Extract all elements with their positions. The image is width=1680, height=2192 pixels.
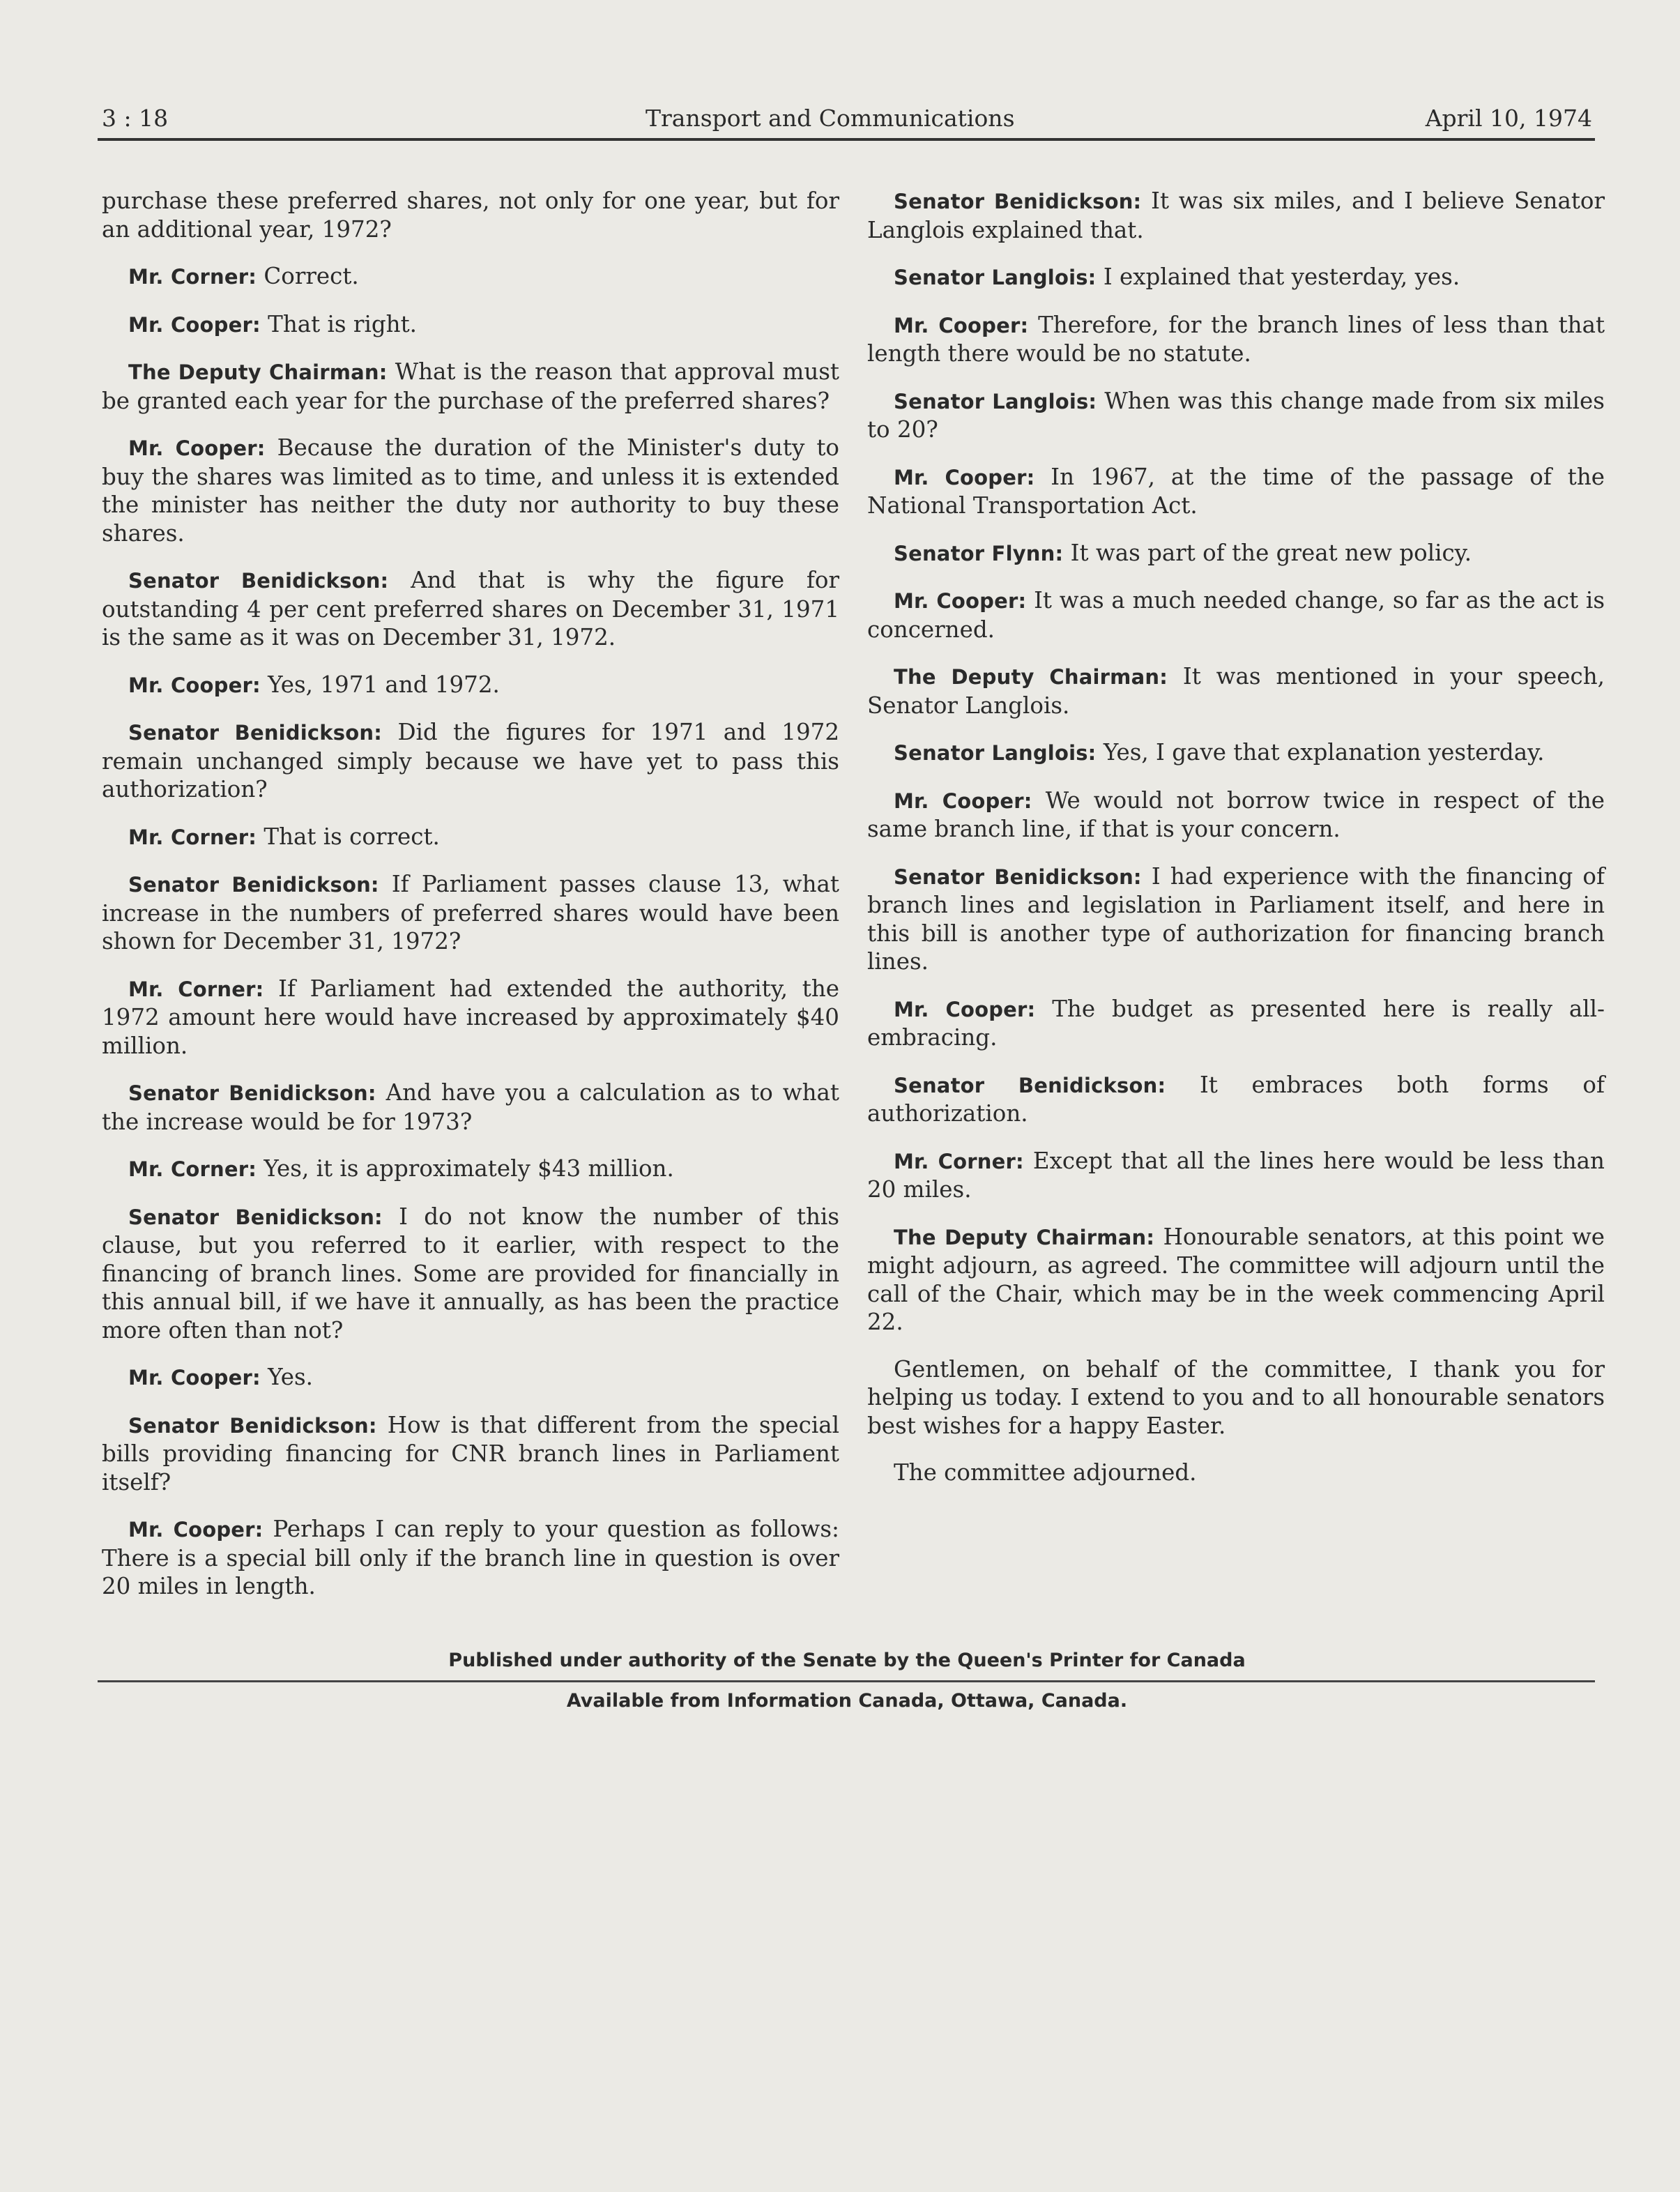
speech-text: Yes.: [268, 1364, 314, 1390]
page-header: [102, 105, 1592, 139]
speech-text: Did the figures for 1971 and 1972 remain unchanged simply because we have yet to pass this authorization?: [102, 719, 839, 802]
transcript-paragraph: [867, 1459, 1605, 1487]
left-column: [102, 187, 839, 1620]
transcript-paragraph: [867, 862, 1605, 976]
speech-text: If Parliament passes clause 13, what increase in the numbers of preferred shares would have been shown for December 31, 1972?: [102, 871, 839, 954]
speaker-name: Mr. Cooper:: [128, 1518, 264, 1542]
speaker-name: Senator Benidickson:: [128, 721, 383, 745]
speaker-name: Senator Benidickson:: [894, 865, 1142, 889]
speaker-name: Senator Langlois:: [894, 741, 1097, 765]
right-column: [867, 187, 1605, 1506]
speaker-name: The Deputy Chairman:: [894, 665, 1168, 689]
speaker-name: Mr. Cooper:: [128, 436, 266, 460]
footer-rule: [98, 1680, 1595, 1682]
transcript-paragraph: [102, 823, 839, 852]
speech-text: The committee adjourned.: [894, 1459, 1197, 1486]
availability-notice: Available from Information Canada, Ottawa, Canada.: [566, 1690, 1128, 1712]
transcript-paragraph: [867, 1223, 1605, 1337]
running-title: Transport and Communications: [646, 105, 1015, 132]
transcript-paragraph: [867, 738, 1605, 768]
transcript-paragraph: [867, 187, 1605, 244]
speaker-name: Mr. Cooper:: [894, 589, 1027, 613]
speech-text: Therefore, for the branch lines of less than that length there would be no statute.: [867, 311, 1605, 367]
transcript-paragraph: [102, 358, 839, 415]
speaker-name: Senator Flynn:: [894, 541, 1064, 565]
transcript-paragraph: [102, 671, 839, 700]
speech-text: It was a much needed change, so far as the act is concerned.: [867, 587, 1605, 643]
speaker-name: Senator Langlois:: [894, 389, 1097, 413]
speaker-name: Senator Langlois:: [894, 266, 1097, 289]
transcript-paragraph: [102, 262, 839, 291]
speech-text: The budget as presented here is really all-embracing.: [867, 995, 1605, 1051]
speaker-name: Senator Benidickson:: [128, 1205, 383, 1229]
speaker-name: The Deputy Chairman:: [894, 1225, 1155, 1249]
speaker-name: Senator Benidickson:: [128, 873, 379, 897]
speech-text: Except that all the lines here would be less than 20 miles.: [867, 1147, 1605, 1203]
transcript-paragraph: [102, 310, 839, 340]
speaker-name: Mr. Cooper:: [128, 673, 261, 697]
transcript-paragraph: [102, 718, 839, 804]
speaker-name: Mr. Corner:: [128, 977, 264, 1001]
speech-text: I had experience with the financing of branch lines and legislation in Parliament itself, and here in this bill is another type of authorization for financing branch lines.: [867, 862, 1605, 975]
page-number: 3 : 18: [102, 105, 169, 132]
speech-text: And that is why the figure for outstanding 4 per cent preferred shares on December 31, 1971 is the same as it was on December 31, 1972.: [102, 567, 839, 650]
speech-text: If Parliament had extended the authority, the 1972 amount here would have increased by approximately $40 million.: [102, 975, 839, 1059]
transcript-paragraph: [102, 870, 839, 956]
speech-text: Gentlemen, on behalf of the committee, I thank you for helping us today. I extend to you and to all honourable senators best wishes for a happy Easter.: [867, 1355, 1605, 1439]
speech-text: Correct.: [264, 263, 359, 289]
transcript-paragraph: [867, 463, 1605, 520]
speech-text: It embraces both forms of authorization.: [867, 1071, 1605, 1127]
speech-text: In 1967, at the time of the passage of the National Transportation Act.: [867, 463, 1605, 519]
transcript-paragraph: [102, 1155, 839, 1184]
speaker-name: Mr. Cooper:: [894, 997, 1036, 1021]
speaker-name: Mr. Cooper:: [128, 312, 261, 337]
speech-text: What is the reason that approval must be granted each year for the purchase of the preferred shares?: [102, 358, 839, 414]
transcript-paragraph: [867, 586, 1605, 644]
transcript-paragraph: [102, 1515, 839, 1601]
speaker-name: Mr. Cooper:: [128, 1366, 261, 1390]
transcript-paragraph: [102, 187, 839, 243]
transcript-paragraph: [102, 1203, 839, 1345]
speaker-name: Senator Benidickson:: [128, 1413, 377, 1438]
speech-text: purchase these preferred shares, not only for one year, but for an additional year, 1972?: [102, 188, 839, 243]
speech-text: Yes, I gave that explanation yesterday.: [1103, 739, 1545, 766]
speech-text: I explained that yesterday, yes.: [1103, 264, 1460, 290]
transcript-paragraph: [102, 975, 839, 1060]
speaker-name: Mr. Cooper:: [894, 313, 1029, 337]
transcript-paragraph: [102, 434, 839, 547]
transcript-paragraph: [867, 1147, 1605, 1204]
published-notice: Published under authority of the Senate by the Queen's Printer for Canada: [448, 1650, 1246, 1671]
speech-text: Honourable senators, at this point we might adjourn, as agreed. The committee will adjourn until the call of the Chair, which may be in the week commencing April 22.: [867, 1223, 1605, 1335]
speaker-name: Senator Benidickson:: [128, 569, 389, 593]
speech-text: That is right.: [268, 310, 417, 337]
speaker-name: Mr. Corner:: [894, 1149, 1024, 1173]
speech-text: When was this change made from six miles to 20?: [867, 387, 1605, 443]
transcript-paragraph: [867, 1071, 1605, 1128]
transcript-paragraph: [102, 566, 839, 652]
speaker-name: Senator Benidickson:: [894, 190, 1142, 213]
speech-text: I do not know the number of this clause, but you referred to it earlier, with respect to the financing of branch lines. Some are provided for financially in this annual bill, if we have it annually, as has been the practice more often than not?: [102, 1203, 840, 1344]
transcript-paragraph: [867, 263, 1605, 292]
transcript-paragraph: [867, 539, 1605, 568]
speech-text: That is correct.: [264, 823, 440, 850]
transcript-paragraph: [867, 311, 1605, 368]
speech-text: How is that different from the special bills providing financing for CNR branch lines in Parliament itself?: [102, 1411, 839, 1495]
speaker-name: Senator Benidickson:: [894, 1073, 1166, 1097]
speaker-name: Senator Benidickson:: [128, 1081, 376, 1105]
speaker-name: Mr. Corner:: [128, 265, 257, 289]
transcript-paragraph: [102, 1079, 839, 1136]
header-rule: [98, 138, 1595, 141]
speaker-name: Mr. Corner:: [128, 1157, 257, 1181]
transcript-paragraph: [867, 387, 1605, 444]
speaker-name: Mr. Cooper:: [894, 789, 1032, 813]
transcript-paragraph: [867, 1355, 1605, 1440]
speech-text: Perhaps I can reply to your question as follows: There is a special bill only if the branch line in question is over 20 miles in length.: [102, 1516, 839, 1599]
transcript-paragraph: [867, 786, 1605, 844]
speech-text: We would not borrow twice in respect of the same branch line, if that is your concern.: [867, 786, 1605, 842]
speech-text: It was part of the great new policy.: [1070, 539, 1472, 566]
speech-text: It was mentioned in your speech, Senator Langlois.: [867, 663, 1605, 719]
speech-text: Yes, 1971 and 1972.: [268, 671, 500, 698]
speech-text: It was six miles, and I believe Senator Langlois explained that.: [867, 188, 1605, 243]
speaker-name: The Deputy Chairman:: [128, 360, 388, 384]
speaker-name: Mr. Cooper:: [894, 465, 1035, 489]
transcript-paragraph: [102, 1363, 839, 1392]
transcript-paragraph: [867, 995, 1605, 1052]
speaker-name: Mr. Corner:: [128, 825, 257, 849]
transcript-paragraph: [102, 1411, 839, 1497]
speech-text: Because the duration of the Minister's duty to buy the shares was limited as to time, and unless it is extended the minister has neither the duty nor authority to buy these shares.: [102, 434, 839, 547]
speech-text: And have you a calculation as to what the increase would be for 1973?: [102, 1079, 839, 1135]
speech-text: Yes, it is approximately $43 million.: [264, 1155, 674, 1182]
header-date: April 10, 1974: [1425, 105, 1592, 132]
transcript-paragraph: [867, 662, 1605, 720]
